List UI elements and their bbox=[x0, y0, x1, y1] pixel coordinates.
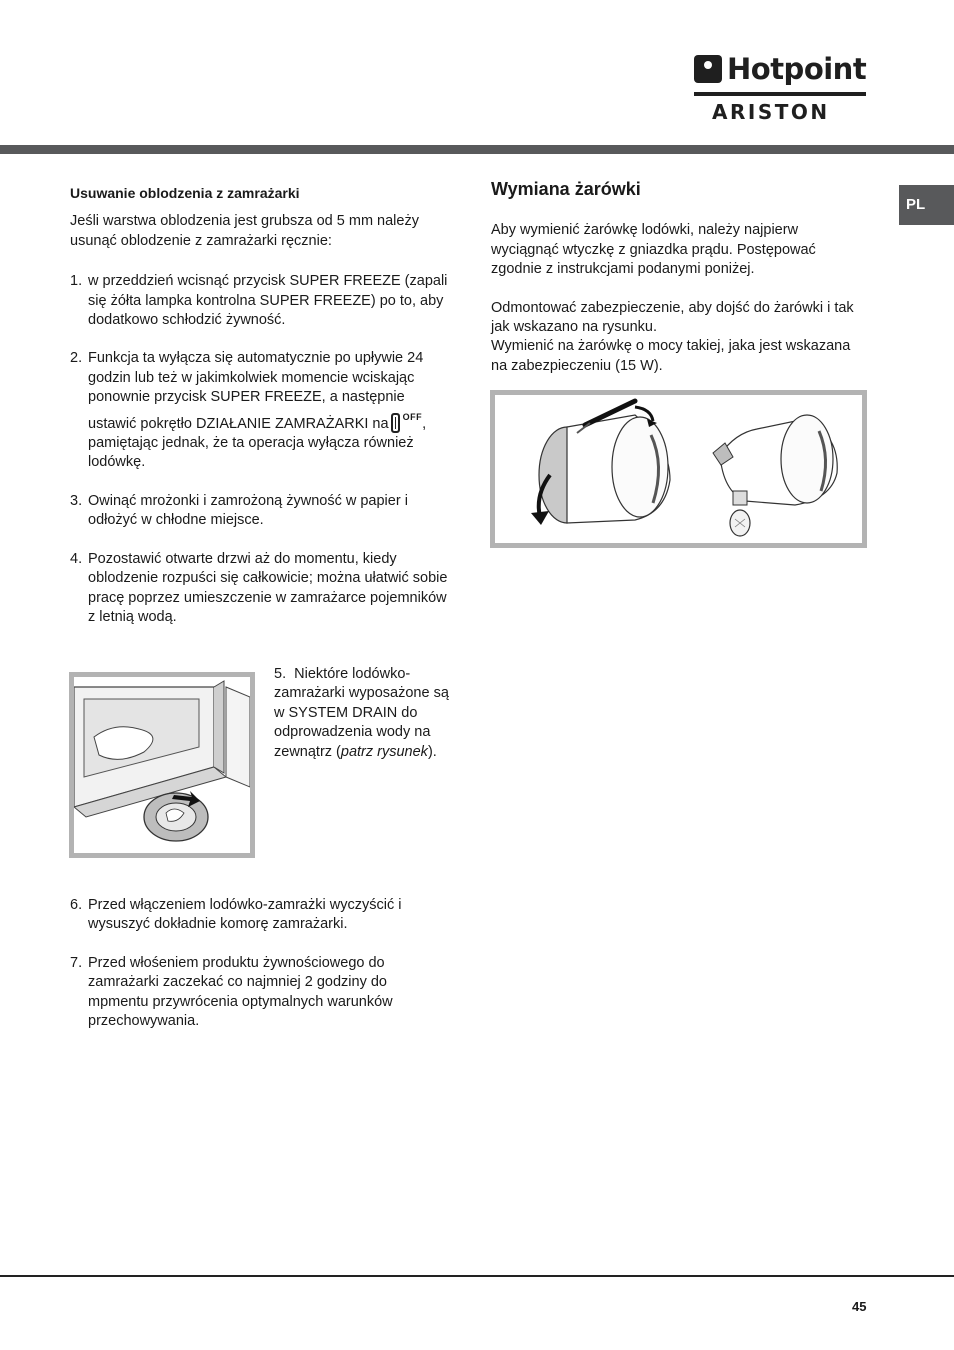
step-2-text-a: Funkcja ta wyłącza się automatycznie po upływie 24 godzin lub też w jakimkolwiek momencie wciskając ponownie przycisk SUPER FREEZE, a następnie ustawić pokrętło DZIAŁANIE ZAMRAŻARKI na bbox=[88, 350, 424, 432]
step-text: Owinąć mrożonki i zamrożoną żywność w papier i odłożyć w chłodne miejsce. bbox=[88, 492, 408, 529]
step-number: 3. bbox=[70, 492, 83, 509]
logo-divider bbox=[694, 92, 866, 96]
step-text: Przed włośeniem produktu żywnościowego do zamrażarki zaczekać co najmniej 2 godziny do mpmentu przywrócenia optymalnych warunków przechowywania. bbox=[88, 954, 393, 1030]
step-3 bbox=[70, 492, 450, 531]
defrost-steps-tail bbox=[70, 896, 450, 1050]
logo-mark-icon bbox=[694, 55, 722, 83]
language-tab: PL bbox=[899, 185, 954, 225]
step-number: 2. bbox=[70, 350, 83, 367]
step-5-text: Niektóre lodówko-zamrażarki wyposażone są w SYSTEM DRAIN do odprowadzenia wody na zewnątrz ( bbox=[274, 666, 449, 760]
brand-sub: ARISTON bbox=[712, 100, 830, 124]
step-text: Pozostawić otwarte drzwi aż do momentu, kiedy oblodzenie rozpuści się całkowicie; można ułatwić sobie pracę poprzez umieszczenie w zamrażarce pojemników z letnią wodą. bbox=[88, 550, 448, 625]
step-1 bbox=[70, 272, 450, 330]
step-text bbox=[88, 349, 450, 472]
brand-logo bbox=[694, 52, 868, 126]
drain-drawing bbox=[74, 677, 250, 853]
step-number: 7. bbox=[70, 954, 83, 971]
step-7 bbox=[70, 954, 450, 1032]
footer-rule bbox=[0, 1275, 954, 1277]
step-text: Przed włączeniem lodówko-zamrażki wyczyścić i wysuszyć dokładnie komorę zamrażarki. bbox=[88, 897, 402, 933]
off-label: OFF bbox=[402, 411, 423, 422]
bulb-para-3: Wymienić na żarówkę o mocy takiej, jaka jest wskazana na zabezpieczeniu (15 W). bbox=[491, 338, 851, 374]
step-number: 1. bbox=[70, 273, 83, 290]
step-2 bbox=[70, 349, 450, 472]
step-2-text-b: , pamiętając jednak, że ta operacja wyłącza również lodówkę. bbox=[88, 415, 427, 471]
step-6 bbox=[70, 896, 450, 935]
step-5-figure-ref: patrz rysunek bbox=[340, 743, 428, 760]
bulb-section bbox=[491, 180, 861, 376]
page-number: 45 bbox=[852, 1299, 867, 1314]
header-bar bbox=[0, 145, 954, 154]
defrost-section bbox=[70, 184, 450, 646]
bulb-para-2: Odmontować zabezpieczenie, aby dojść do żarówki i tak jak wskazano na rysunku. bbox=[491, 299, 854, 336]
bulb-illustration bbox=[490, 390, 867, 548]
step-number: 4. bbox=[70, 550, 83, 567]
bulb-drawing bbox=[495, 395, 862, 543]
step-number: 6. bbox=[70, 897, 83, 913]
step-text: w przeddzień wcisnąć przycisk SUPER FREEZE (zapali się żółta lampka kontrolna SUPER FREEZE) po to, aby dodatkowo schłodzić żywność. bbox=[88, 273, 448, 329]
bulb-para-1: Aby wymienić żarówkę lodówki, należy najpierw wyciągnąć wtyczkę z gniazdka prądu. Postępować zgodnie z instrukcjami podanymi poniżej. bbox=[491, 222, 816, 278]
step-number: 5. bbox=[274, 666, 287, 682]
defrost-intro: Jeśli warstwa oblodzenia jest grubsza od 5 mm należy usunąć oblodzenie z zamrażarki ręcznie: bbox=[70, 213, 419, 249]
defrost-heading: Usuwanie oblodzenia z zamrażarki bbox=[70, 185, 300, 201]
step-5-end: ). bbox=[427, 743, 437, 760]
step-5 bbox=[274, 665, 449, 762]
bulb-heading: Wymiana żarówki bbox=[491, 179, 641, 199]
brand-name: Hotpoint bbox=[727, 51, 867, 86]
step-4 bbox=[70, 550, 450, 628]
drain-illustration bbox=[69, 672, 255, 858]
freezer-knob-icon bbox=[391, 413, 400, 433]
